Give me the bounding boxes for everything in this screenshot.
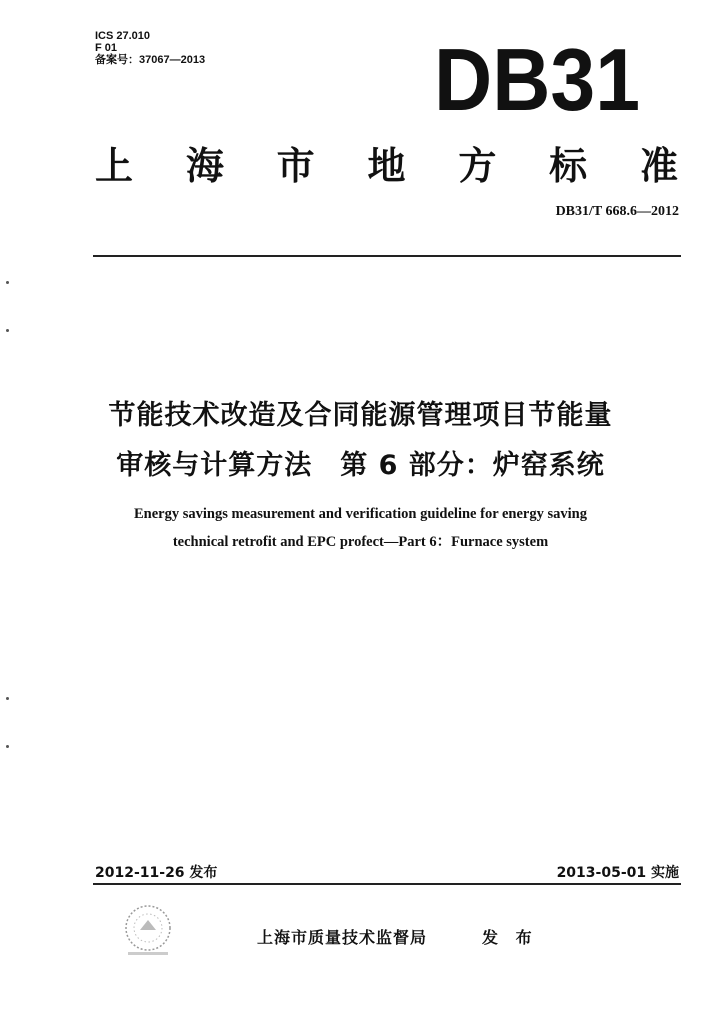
standard-type-char: 市	[276, 143, 317, 188]
header-divider	[93, 255, 681, 257]
official-seal-icon	[118, 900, 190, 962]
title-zh-line1: 节能技术改造及合同能源管理项目节能量	[108, 400, 613, 431]
publisher-name: 上海市质量技术监督局	[257, 928, 428, 947]
standard-type-char: 海	[185, 143, 226, 188]
footer-divider	[93, 883, 681, 885]
scan-speck	[6, 697, 9, 700]
record-number: 备案号：37067—2013	[95, 54, 206, 66]
standard-type	[95, 135, 680, 190]
title-en-line2: technical retrofit and EPC profect—Part 6：Furnace system	[172, 534, 549, 550]
document-metadata	[95, 30, 205, 66]
logo-text: DB31	[434, 40, 640, 116]
ccs-code: F 01	[95, 42, 118, 54]
standard-type-char: 标	[549, 143, 590, 188]
ics-code: ICS 27.010	[95, 30, 151, 42]
scan-speck	[6, 281, 9, 284]
publish-label: 发 布	[482, 928, 538, 947]
title-zh-line2: 审核与计算方法 第 6 部分：炉窑系统	[116, 450, 605, 481]
implementation-date: 2013-05-01 实施	[556, 865, 679, 881]
scan-speck	[6, 329, 9, 332]
issue-date: 2012-11-26 发布	[95, 865, 218, 881]
db31-logo	[432, 40, 642, 116]
standard-type-char: 上	[95, 143, 136, 188]
scan-speck	[6, 745, 9, 748]
standard-type-char: 方	[458, 143, 499, 188]
standard-type-char: 准	[639, 143, 680, 188]
title-en-line1: Energy savings measurement and verification guideline for energy saving	[134, 506, 587, 522]
standard-type-char: 地	[367, 143, 408, 188]
standard-number: DB31/T 668.6—2012	[555, 204, 679, 219]
